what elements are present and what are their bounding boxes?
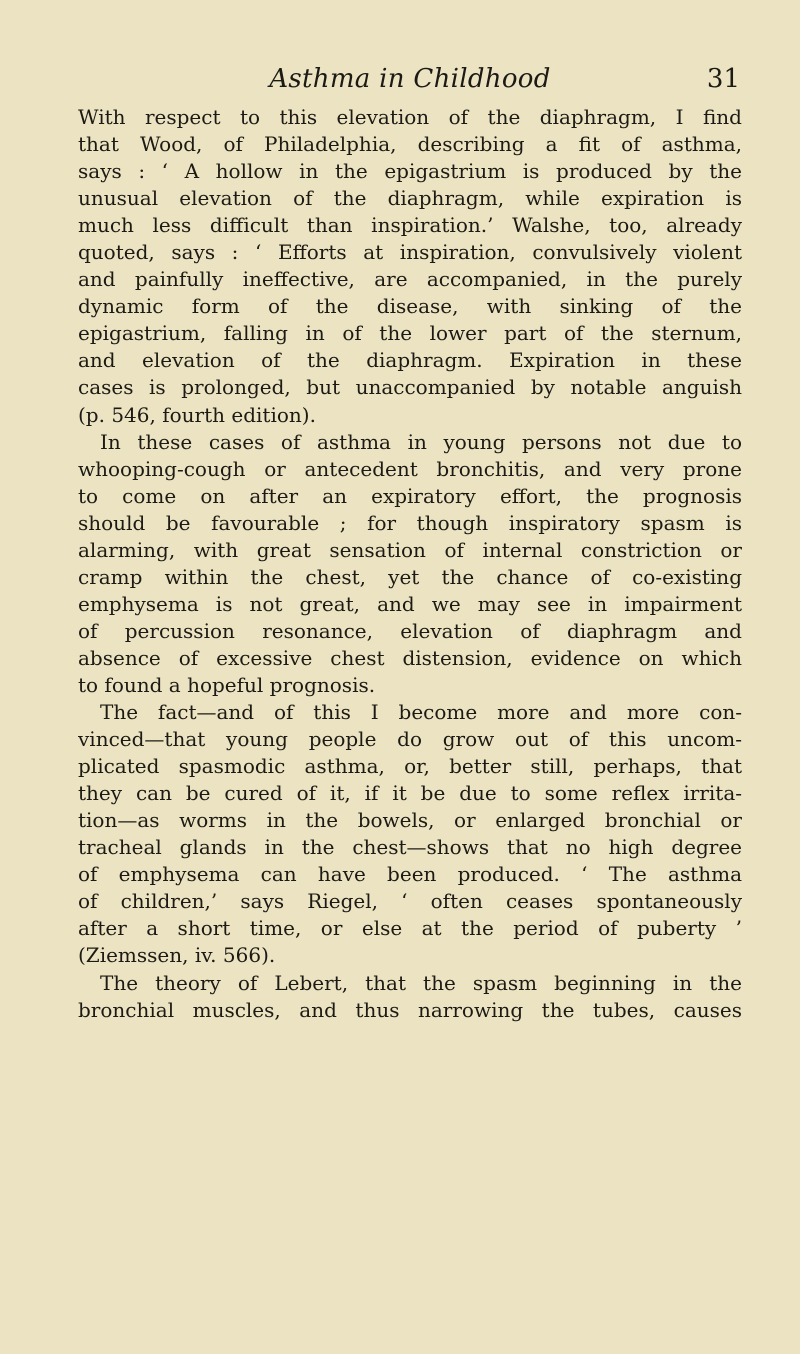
text-line: says : ‘ A hollow in the epigastrium is produced by the xyxy=(78,159,742,184)
text-line: of emphysema can have been produced. ‘ The asthma xyxy=(78,862,742,887)
text-line: of percussion resonance, elevation of diaphragm and xyxy=(78,618,742,643)
text-line: With respect to this elevation of the diaphragm, I find xyxy=(78,105,742,129)
body-text xyxy=(78,104,742,1024)
running-title: Asthma in Childhood xyxy=(269,64,551,94)
text-line: and elevation of the diaphragm. Expiration in these xyxy=(78,348,742,373)
text-line: to found a hopeful prognosis. xyxy=(78,672,376,697)
text-line: tracheal glands in the chest—shows that no high degree xyxy=(78,835,742,860)
text-line: of children,’ says Riegel, ‘ often ceases spontaneously xyxy=(78,889,742,914)
text-line: (p. 546, fourth edition). xyxy=(78,402,316,427)
text-line: that Wood, of Philadelphia, describing a fit of asthma, xyxy=(78,132,742,157)
text-line: (Ziemssen, iv. 566). xyxy=(78,943,276,968)
text-line: tion—as worms in the bowels, or enlarged bronchial or xyxy=(78,808,742,833)
text-line: emphysema is not great, and we may see in impairment xyxy=(78,591,742,616)
text-line: to come on after an expiratory effort, the prognosis xyxy=(78,483,742,508)
text-line: The fact—and of this I become more and more con- xyxy=(100,700,742,725)
text-line: cases is prolonged, but unaccompanied by notable anguish xyxy=(78,375,742,400)
text-line: bronchial muscles, and thus narrowing the tubes, causes xyxy=(78,997,742,1022)
text-line: epigastrium, falling in of the lower part of the sternum, xyxy=(78,321,742,346)
text-line: The theory of Lebert, that the spasm beginning in the xyxy=(100,970,742,995)
text-line: In these cases of asthma in young persons not due to xyxy=(100,429,742,454)
text-line: they can be cured of it, if it be due to some reflex irrita- xyxy=(78,781,742,806)
text-line: whooping-cough or antecedent bronchitis, and very prone xyxy=(78,456,742,481)
text-line: and painfully ineffective, are accompanied, in the purely xyxy=(78,267,742,292)
text-line: vinced—that young people do grow out of this uncom- xyxy=(78,727,742,752)
text-line: dynamic form of the disease, with sinking of the xyxy=(78,294,742,319)
text-line: cramp within the chest, yet the chance of co-existing xyxy=(78,564,742,589)
text-line: after a short time, or else at the period of puberty ’ xyxy=(78,916,742,941)
text-line: plicated spasmodic asthma, or, better still, perhaps, that xyxy=(78,754,742,779)
text-line: absence of excessive chest distension, evidence on which xyxy=(78,645,742,670)
text-line: alarming, with great sensation of internal constriction or xyxy=(78,537,742,562)
text-line: should be favourable ; for though inspiratory spasm is xyxy=(78,510,742,535)
text-line: much less difficult than inspiration.’ Walshe, too, already xyxy=(78,213,742,238)
text-line: quoted, says : ‘ Efforts at inspiration, convulsively violent xyxy=(78,240,742,265)
running-header xyxy=(80,62,740,102)
text-line: unusual elevation of the diaphragm, while expiration is xyxy=(78,186,742,211)
page-number: 31 xyxy=(706,64,740,94)
